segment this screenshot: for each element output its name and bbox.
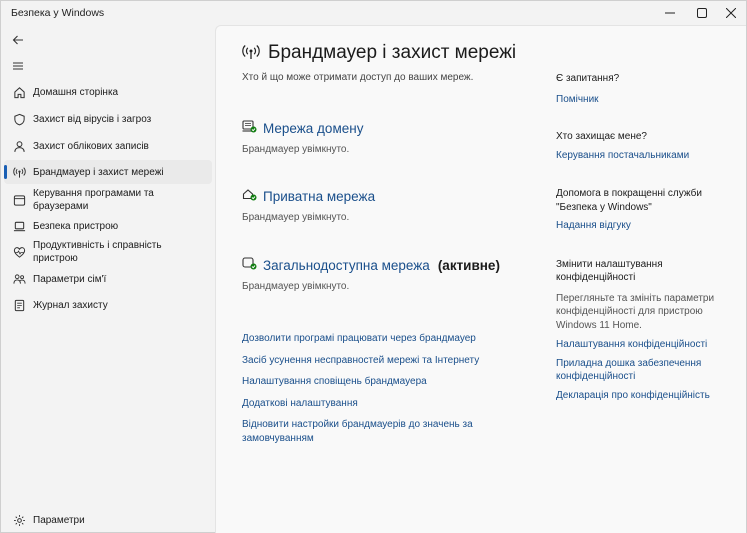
page-subtitle: Хто й що може отримати доступ до ваших мереж. <box>242 72 474 83</box>
troubleshooter-link[interactable]: Засіб усунення несправностей мережі та Інтернету <box>242 354 480 366</box>
who-protects-heading: Хто захищає мене? <box>556 131 647 142</box>
page-header <box>242 42 516 64</box>
firewall-links <box>242 332 482 454</box>
sidebar-item-family[interactable] <box>4 268 212 290</box>
antenna-icon <box>242 43 260 64</box>
shield-icon <box>12 112 26 126</box>
private-network-section <box>242 187 375 223</box>
close-icon <box>726 8 736 18</box>
restore-defaults-link[interactable]: Відновити настройки брандмауерів до значень за замовчуванням <box>242 419 473 444</box>
main-content <box>215 25 746 533</box>
heart-pulse-icon <box>12 245 26 259</box>
public-network-status: Брандмауер увімкнуто. <box>242 281 350 292</box>
feedback-link[interactable]: Надання відгуку <box>556 220 631 231</box>
sidebar-item-label: Захист облікових записів <box>33 140 149 152</box>
sidebar <box>1 25 214 533</box>
public-network-section <box>242 256 500 292</box>
family-icon <box>12 272 26 286</box>
app-browser-icon <box>12 193 26 207</box>
sidebar-item-app-browser[interactable] <box>4 186 212 214</box>
sidebar-item-protection-history[interactable] <box>4 294 212 316</box>
window-title: Безпека у Windows <box>11 7 105 19</box>
back-arrow-icon <box>12 34 24 46</box>
home-icon <box>12 85 26 99</box>
sidebar-item-home[interactable] <box>4 81 212 103</box>
sidebar-item-settings[interactable] <box>4 509 212 531</box>
sidebar-item-label: Параметри сім'ї <box>33 273 107 285</box>
sidebar-item-device-security[interactable] <box>4 215 212 237</box>
laptop-icon <box>12 219 26 233</box>
sidebar-item-firewall[interactable] <box>4 160 212 184</box>
notification-settings-link[interactable]: Налаштування сповіщень брандмауера <box>242 376 427 387</box>
sidebar-item-label: Журнал захисту <box>33 299 108 311</box>
active-network-badge: (активне) <box>437 257 500 273</box>
antenna-icon <box>12 165 26 179</box>
privacy-settings-link[interactable]: Налаштування конфіденційності <box>556 339 708 350</box>
privacy-dashboard-link[interactable]: Приладна дошка забезпечення конфіденційності <box>556 357 702 382</box>
active-indicator <box>4 165 7 179</box>
sidebar-item-label: Керування програмами та браузерами <box>33 188 154 212</box>
allow-app-link[interactable]: Дозволити програмі працювати через брандмауер <box>242 333 476 344</box>
menu-button[interactable] <box>7 55 29 77</box>
public-network-link[interactable]: Загальнодоступна мережа <box>263 257 430 273</box>
minimize-button[interactable] <box>653 1 687 25</box>
improve-heading: Допомога в покращенні служби "Безпека у Windows" <box>556 188 702 213</box>
private-network-icon <box>242 187 257 205</box>
settings-label: Параметри <box>33 514 85 526</box>
gear-icon <box>12 513 26 527</box>
privacy-description: Перегляньте та змініть параметри конфіденційності для пристрою Windows 11 Home. <box>556 292 715 331</box>
back-button[interactable] <box>7 29 29 51</box>
sidebar-item-label: Захист від вірусів і загроз <box>33 113 152 125</box>
manage-providers-link[interactable]: Керування постачальниками <box>556 149 690 161</box>
hamburger-icon <box>12 60 24 72</box>
questions-heading: Є запитання? <box>556 73 620 84</box>
sidebar-item-label: Безпека пристрою <box>33 220 119 232</box>
private-network-status: Брандмауер увімкнуто. <box>242 212 350 223</box>
get-help-link[interactable]: Помічник <box>556 93 599 105</box>
person-icon <box>12 139 26 153</box>
privacy-heading: Змінити налаштування конфіденційності <box>556 258 663 283</box>
sidebar-item-device-performance[interactable] <box>4 238 212 266</box>
advanced-settings-link[interactable]: Додаткові налаштування <box>242 397 358 409</box>
sidebar-item-label: Брандмауер і захист мережі <box>33 166 164 178</box>
domain-network-link[interactable]: Мережа домену <box>263 120 364 136</box>
domain-network-section <box>242 119 363 155</box>
sidebar-item-label: Домашня сторінка <box>33 86 119 98</box>
private-network-link[interactable]: Приватна мережа <box>263 188 376 204</box>
close-button[interactable] <box>714 1 747 25</box>
domain-network-icon <box>242 119 257 137</box>
title-bar <box>1 1 746 25</box>
sidebar-item-account-protection[interactable] <box>4 135 212 157</box>
sidebar-item-virus-protection[interactable] <box>4 108 212 130</box>
sidebar-item-label: Продуктивність і справність пристрою <box>33 240 162 264</box>
maximize-icon <box>697 8 707 18</box>
minimize-icon <box>665 8 675 18</box>
domain-network-status: Брандмауер увімкнуто. <box>242 144 350 155</box>
public-network-icon <box>242 256 257 274</box>
history-icon <box>12 298 26 312</box>
page-title: Брандмауер і захист мережі <box>268 42 517 63</box>
right-panel <box>556 72 736 402</box>
privacy-statement-link[interactable]: Декларація про конфіденційність <box>556 389 710 401</box>
